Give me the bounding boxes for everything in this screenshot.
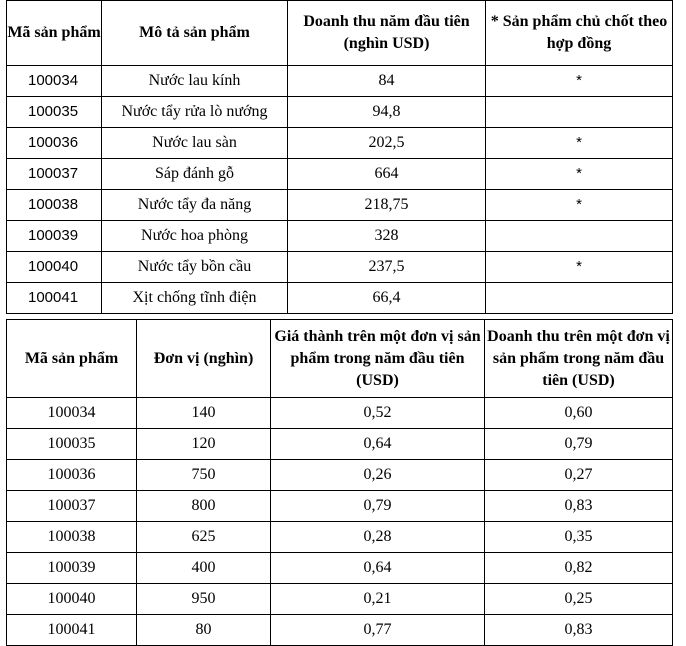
cell-product-description: Nước tẩy rửa lò nướng: [102, 97, 288, 128]
cell-unit-cost: 0,79: [271, 491, 485, 522]
table-row: [7, 159, 673, 190]
cell-product-description: Nước lau kính: [102, 66, 288, 97]
table-row: [7, 398, 673, 429]
table-row: [7, 491, 673, 522]
cell-units: 80: [137, 615, 271, 646]
cell-product-description: Nước hoa phòng: [102, 221, 288, 252]
unit-cost-table: [6, 319, 673, 646]
product-revenue-table: [6, 0, 673, 314]
cell-product-code: 100037: [7, 159, 102, 190]
header-first-year-revenue: Doanh thu năm đầu tiên (nghìn USD): [288, 1, 486, 66]
table-body: [7, 66, 673, 314]
cell-unit-cost: 0,28: [271, 522, 485, 553]
header-product-description: Mô tả sản phẩm: [102, 1, 288, 66]
cell-units: 400: [137, 553, 271, 584]
cell-key-product-mark: *: [486, 66, 673, 97]
cell-product-code: 100040: [7, 584, 137, 615]
cell-product-description: Nước lau sàn: [102, 128, 288, 159]
cell-key-product-mark: [486, 283, 673, 314]
cell-product-description: Nước tẩy bồn cầu: [102, 252, 288, 283]
cell-first-year-revenue: 218,75: [288, 190, 486, 221]
header-key-product: * Sản phẩm chủ chốt theo hợp đồng: [486, 1, 673, 66]
cell-unit-revenue: 0,79: [485, 429, 673, 460]
cell-units: 140: [137, 398, 271, 429]
table-row: [7, 522, 673, 553]
cell-product-code: 100034: [7, 398, 137, 429]
cell-key-product-mark: *: [486, 159, 673, 190]
table-row: [7, 460, 673, 491]
table-row: [7, 553, 673, 584]
cell-product-code: 100039: [7, 221, 102, 252]
cell-unit-cost: 0,64: [271, 553, 485, 584]
table-row: [7, 66, 673, 97]
cell-unit-revenue: 0,82: [485, 553, 673, 584]
cell-units: 800: [137, 491, 271, 522]
cell-units: 625: [137, 522, 271, 553]
header-product-code: Mã sản phẩm: [7, 1, 102, 66]
cell-key-product-mark: [486, 97, 673, 128]
cell-product-code: 100039: [7, 553, 137, 584]
table-row: [7, 429, 673, 460]
cell-product-code: 100038: [7, 522, 137, 553]
cell-first-year-revenue: 237,5: [288, 252, 486, 283]
cell-unit-cost: 0,52: [271, 398, 485, 429]
cell-unit-revenue: 0,35: [485, 522, 673, 553]
cell-product-code: 100037: [7, 491, 137, 522]
header-unit-cost: Giá thành trên một đơn vị sản phẩm trong năm đầu tiên (USD): [271, 320, 485, 398]
table-row: [7, 190, 673, 221]
header-unit-revenue: Doanh thu trên một đơn vị sản phẩm trong năm đầu tiên (USD): [485, 320, 673, 398]
cell-key-product-mark: [486, 221, 673, 252]
cell-first-year-revenue: 328: [288, 221, 486, 252]
cell-product-description: Sáp đánh gỗ: [102, 159, 288, 190]
table-row: [7, 252, 673, 283]
cell-unit-cost: 0,21: [271, 584, 485, 615]
cell-unit-cost: 0,77: [271, 615, 485, 646]
cell-key-product-mark: *: [486, 252, 673, 283]
header-units: Đơn vị (nghìn): [137, 320, 271, 398]
table-row: [7, 584, 673, 615]
header-product-code: Mã sản phẩm: [7, 320, 137, 398]
cell-key-product-mark: *: [486, 128, 673, 159]
table-row: [7, 128, 673, 159]
cell-unit-revenue: 0,60: [485, 398, 673, 429]
cell-product-code: 100035: [7, 97, 102, 128]
table-row: [7, 283, 673, 314]
cell-product-code: 100038: [7, 190, 102, 221]
cell-first-year-revenue: 94,8: [288, 97, 486, 128]
table-row: [7, 97, 673, 128]
cell-first-year-revenue: 84: [288, 66, 486, 97]
cell-unit-revenue: 0,25: [485, 584, 673, 615]
cell-product-code: 100035: [7, 429, 137, 460]
cell-product-code: 100036: [7, 460, 137, 491]
cell-units: 120: [137, 429, 271, 460]
cell-product-code: 100034: [7, 66, 102, 97]
cell-key-product-mark: *: [486, 190, 673, 221]
header-row: [7, 320, 673, 398]
cell-first-year-revenue: 202,5: [288, 128, 486, 159]
cell-unit-revenue: 0,83: [485, 491, 673, 522]
cell-product-code: 100041: [7, 283, 102, 314]
cell-unit-cost: 0,26: [271, 460, 485, 491]
cell-first-year-revenue: 66,4: [288, 283, 486, 314]
table-row: [7, 615, 673, 646]
cell-unit-revenue: 0,27: [485, 460, 673, 491]
cell-first-year-revenue: 664: [288, 159, 486, 190]
cell-product-description: Xịt chống tĩnh điện: [102, 283, 288, 314]
cell-product-code: 100036: [7, 128, 102, 159]
header-row: [7, 1, 673, 66]
table-body: [7, 398, 673, 646]
cell-unit-cost: 0,64: [271, 429, 485, 460]
table-row: [7, 221, 673, 252]
cell-units: 750: [137, 460, 271, 491]
cell-units: 950: [137, 584, 271, 615]
cell-unit-revenue: 0,83: [485, 615, 673, 646]
cell-product-code: 100040: [7, 252, 102, 283]
cell-product-code: 100041: [7, 615, 137, 646]
cell-product-description: Nước tẩy đa năng: [102, 190, 288, 221]
